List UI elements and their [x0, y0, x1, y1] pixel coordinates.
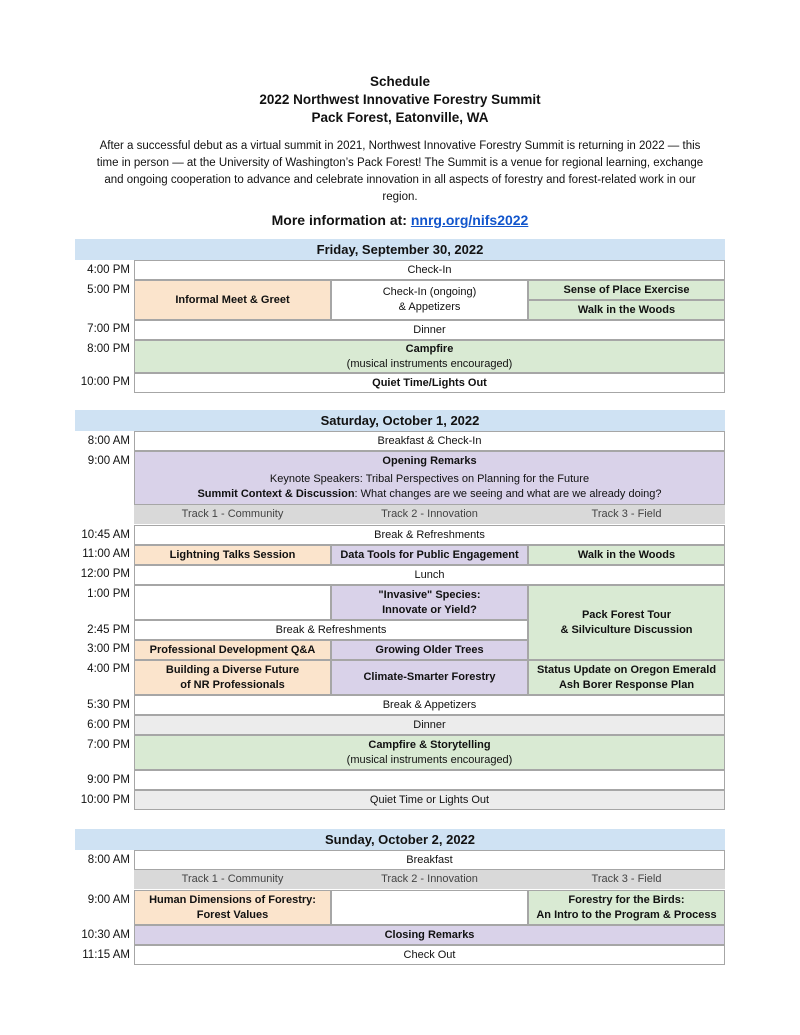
- sat-lightning-label: Lightning Talks Session: [169, 548, 296, 561]
- sat-walk-woods: [528, 545, 725, 565]
- sun-birds-line2: An Intro to the Program & Process: [536, 908, 717, 921]
- time-label: 10:30 AM: [81, 929, 130, 941]
- time-label: 9:00 AM: [87, 455, 130, 467]
- time-label: 2:45 PM: [87, 624, 130, 636]
- sat-break1-label: Break & Refreshments: [374, 528, 485, 541]
- sat-track2-header: Track 2 - Innovation: [331, 505, 528, 524]
- fri-quiet: [134, 373, 725, 393]
- time-label: 4:00 PM: [87, 264, 130, 276]
- time-label: 7:00 PM: [87, 739, 130, 751]
- sun-human-line2: Forest Values: [196, 908, 269, 921]
- sat-break-appetizers-label: Break & Appetizers: [382, 698, 477, 711]
- sat-climate: [331, 660, 528, 695]
- sat-emerald-line1: Status Update on Oregon Emerald: [536, 663, 717, 676]
- time-label: 10:45 AM: [81, 529, 130, 541]
- sat-quiet-label: Quiet Time or Lights Out: [369, 793, 490, 806]
- sat-lightning: [134, 545, 331, 565]
- friday-header: Friday, September 30, 2022: [75, 239, 725, 260]
- fri-quiet-label: Quiet Time/Lights Out: [372, 376, 487, 389]
- sun-breakfast-label: Breakfast: [406, 853, 453, 866]
- time-label: 3:00 PM: [87, 643, 130, 655]
- event-location: Pack Forest, Eatonville, WA: [311, 110, 489, 125]
- sat-pack-tour-line1: Pack Forest Tour: [581, 608, 672, 621]
- sun-track1-header: Track 1 - Community: [134, 870, 331, 889]
- sat-climate-label: Climate-Smarter Forestry: [363, 671, 496, 683]
- sat-older-trees-label: Growing Older Trees: [375, 643, 484, 656]
- sat-breakfast-label: Breakfast & Check-In: [377, 434, 482, 447]
- sat-data-tools-label: Data Tools for Public Engagement: [340, 548, 519, 561]
- fri-checkin-ongoing: [331, 280, 528, 320]
- sat-opening: [134, 451, 725, 505]
- sat-older-trees: [331, 640, 528, 660]
- more-info-label: More information at:: [271, 212, 411, 228]
- sat-track3-header: Track 3 - Field: [528, 505, 725, 524]
- fri-campfire-label: Campfire: [405, 342, 454, 355]
- sat-context-rest: : What changes are we seeing and what are we already doing?: [354, 488, 662, 500]
- time-label: 10:00 PM: [80, 376, 130, 388]
- time-label: 10:00 PM: [80, 794, 130, 806]
- fri-checkin-label: Check-In: [407, 263, 452, 276]
- sat-breakfast: [134, 431, 725, 451]
- time-label: 7:00 PM: [87, 323, 130, 335]
- sat-diverse-future: [134, 660, 331, 695]
- sun-closing-label: Closing Remarks: [384, 928, 475, 941]
- sun-track2-header: Track 2 - Innovation: [331, 870, 528, 889]
- sat-keynote: Keynote Speakers: Tribal Perspectives on Planning for the Future: [269, 473, 590, 485]
- sat-pack-tour: [528, 585, 725, 660]
- sunday-header: Sunday, October 2, 2022: [75, 829, 725, 850]
- sun-checkout-label: Check Out: [403, 948, 456, 961]
- sat-opening-label: Opening Remarks: [382, 455, 477, 467]
- sat-invasive: [331, 585, 528, 620]
- time-label: 5:00 PM: [87, 284, 130, 296]
- time-label: 11:00 AM: [82, 548, 130, 560]
- sat-lunch-label: Lunch: [414, 568, 445, 581]
- time-label: 8:00 AM: [87, 435, 130, 447]
- time-label: 8:00 PM: [87, 343, 130, 355]
- event-title: 2022 Northwest Innovative Forestry Summit: [259, 92, 541, 107]
- sat-walk-woods-label: Walk in the Woods: [577, 548, 676, 561]
- fri-walk-woods: [528, 300, 725, 320]
- sat-pack-tour-line2: & Silviculture Discussion: [560, 623, 693, 636]
- time-label: 6:00 PM: [87, 719, 130, 731]
- sat-break1: [134, 525, 725, 545]
- sat-emerald-line2: Ash Borer Response Plan: [558, 678, 695, 691]
- sat-break2: [134, 620, 528, 640]
- sat-diverse-line1: Building a Diverse Future: [165, 663, 300, 676]
- fri-walk-woods-label: Walk in the Woods: [577, 303, 676, 316]
- sat-dinner: [134, 715, 725, 735]
- more-info: [0, 212, 800, 228]
- sat-campfire: [134, 735, 725, 770]
- fri-sense-of-place: [528, 280, 725, 300]
- sun-birds-line1: Forestry for the Birds:: [568, 893, 685, 906]
- sat-quiet: [134, 790, 725, 810]
- sat-emerald-ash: [528, 660, 725, 695]
- fri-meet-greet: [134, 280, 331, 320]
- sat-empty-9pm: [134, 770, 725, 790]
- fri-campfire-note: (musical instruments encouraged): [346, 357, 513, 370]
- fri-checkin-ongoing-line2: & Appetizers: [398, 301, 461, 313]
- sat-break2-label: Break & Refreshments: [275, 623, 387, 636]
- sun-track3-header: Track 3 - Field: [528, 870, 725, 889]
- sat-dinner-label: Dinner: [413, 718, 446, 731]
- sat-diverse-line2: of NR Professionals: [180, 678, 285, 691]
- sat-empty-slot: [134, 585, 331, 620]
- sat-context: [197, 487, 661, 502]
- sun-human-line1: Human Dimensions of Forestry:: [149, 893, 316, 906]
- time-label: 11:15 AM: [82, 949, 130, 961]
- time-label: 9:00 PM: [87, 774, 130, 786]
- sun-closing: [134, 925, 725, 945]
- fri-campfire: [134, 340, 725, 373]
- doc-title: Schedule: [369, 74, 431, 89]
- fri-dinner: [134, 320, 725, 340]
- sun-forestry-birds: [528, 890, 725, 925]
- sun-checkout: [134, 945, 725, 965]
- time-label: 4:00 PM: [87, 663, 130, 675]
- time-label: 8:00 AM: [87, 854, 130, 866]
- fri-meet-greet-label: Informal Meet & Greet: [175, 293, 290, 306]
- sat-campfire-note: (musical instruments encouraged): [346, 753, 513, 766]
- sat-track1-header: Track 1 - Community: [134, 505, 331, 524]
- sat-prof-dev-label: Professional Development Q&A: [149, 643, 316, 656]
- fri-checkin-ongoing-line1: Check-In (ongoing): [382, 286, 477, 298]
- time-label: 12:00 PM: [80, 568, 130, 580]
- time-label: 1:00 PM: [87, 588, 130, 600]
- sat-break-appetizers: [134, 695, 725, 715]
- sun-breakfast: [134, 850, 725, 870]
- sun-empty-slot: [331, 890, 528, 925]
- time-label: 5:30 PM: [87, 699, 130, 711]
- fri-sense-of-place-label: Sense of Place Exercise: [563, 283, 690, 296]
- sat-invasive-line1: "Invasive" Species:: [378, 588, 481, 601]
- sat-campfire-label: Campfire & Storytelling: [368, 738, 491, 751]
- more-info-link[interactable]: nnrg.org/nifs2022: [410, 212, 529, 228]
- sat-lunch: [134, 565, 725, 585]
- sun-human-dimensions: [134, 890, 331, 925]
- fri-checkin: [134, 260, 725, 280]
- saturday-header: Saturday, October 1, 2022: [75, 410, 725, 431]
- sat-prof-dev: [134, 640, 331, 660]
- sat-invasive-line2: Innovate or Yield?: [382, 603, 477, 616]
- sat-data-tools: [331, 545, 528, 565]
- fri-dinner-label: Dinner: [413, 323, 446, 336]
- sat-context-bold: Summit Context & Discussion: [197, 488, 355, 500]
- intro-paragraph: After a successful debut as a virtual summit in 2021, Northwest Innovative Forestry Summit is returning in 2022 — this time in person — at the University of Washington’s Pack Forest! The Summit is a venue for regional learning, exchange and ongoing cooperation to advance and celebrate innovation in all aspects of forestry and forest-related work in our region.: [96, 140, 704, 203]
- time-label: 9:00 AM: [87, 894, 130, 906]
